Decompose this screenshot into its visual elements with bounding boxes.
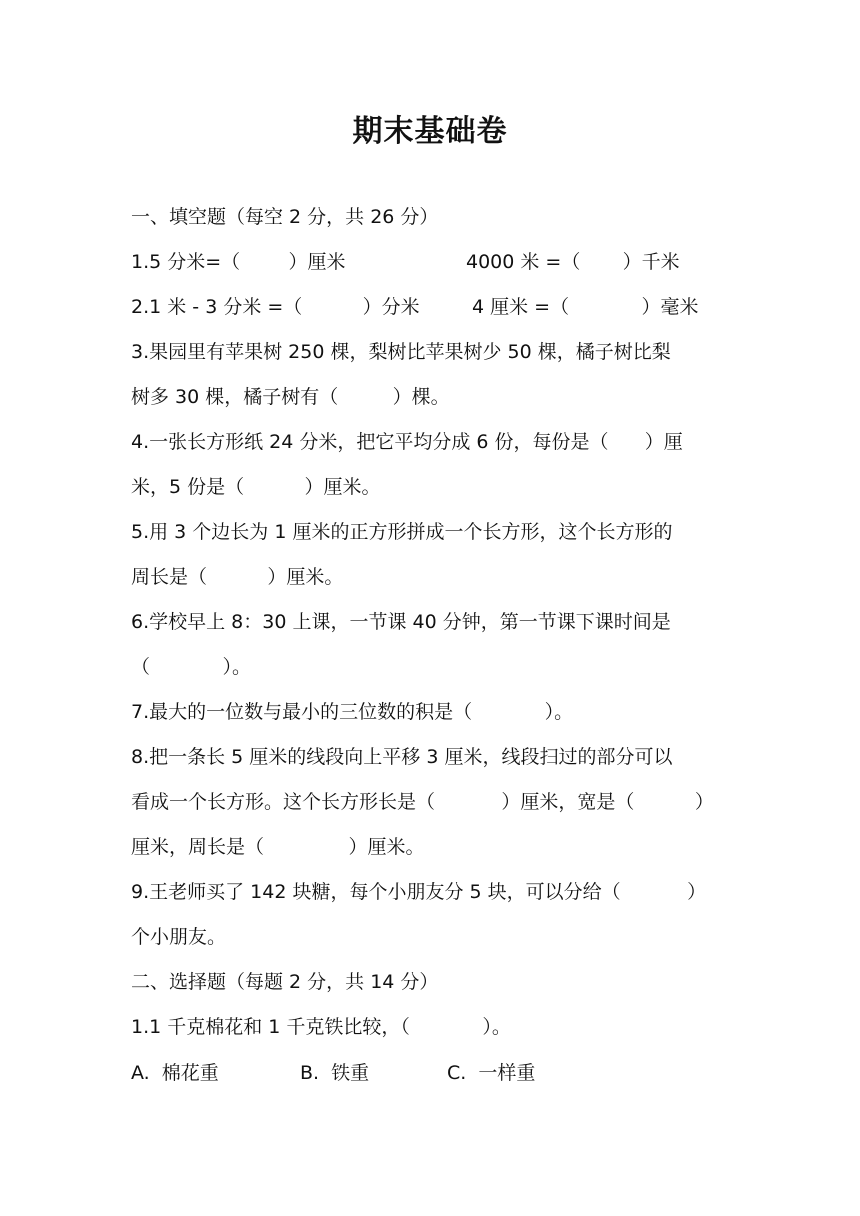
question-8-line-2: 看成一个长方形。这个长方形长是（ ）厘米，宽是（ ）: [131, 791, 714, 813]
question-6-line-1: 6.学校早上 8：30 上课，一节课 40 分钟，第一节课下课时间是: [131, 611, 671, 633]
page-title: 期末基础卷: [352, 114, 508, 149]
question-2a: 2.1 米 - 3 分米 =（ ）分米: [131, 296, 420, 318]
choice-question-1: 1.1 千克棉花和 1 千克铁比较，（ ）。: [131, 1016, 511, 1038]
question-2b: 4 厘米 =（ ）毫米: [472, 296, 699, 318]
section-heading-choice: 二、选择题（每题 2 分，共 14 分）: [131, 971, 439, 993]
question-9-line-1: 9.王老师买了 142 块糖，每个小朋友分 5 块，可以分给（ ）: [131, 881, 707, 903]
choice-option-c: C. 一样重: [447, 1062, 536, 1084]
question-9-line-2: 个小朋友。: [131, 926, 227, 948]
section-heading-fill-blank: 一、填空题（每空 2 分，共 26 分）: [131, 206, 439, 228]
question-1a: 1.5 分米=（ ）厘米: [131, 251, 346, 273]
question-5-line-1: 5.用 3 个边长为 1 厘米的正方形拼成一个长方形，这个长方形的: [131, 521, 673, 543]
question-1b: 4000 米 =（ ）千米: [466, 251, 680, 273]
choice-option-a: A. 棉花重: [131, 1062, 219, 1084]
question-3-line-2: 树多 30 棵，橘子树有（ ）棵。: [131, 386, 450, 408]
question-5-line-2: 周长是（ ）厘米。: [131, 566, 344, 588]
question-8-line-1: 8.把一条长 5 厘米的线段向上平移 3 厘米，线段扫过的部分可以: [131, 746, 673, 768]
question-8-line-3: 厘米，周长是（ ）厘米。: [131, 836, 425, 858]
choice-option-b: B. 铁重: [300, 1062, 370, 1084]
question-3-line-1: 3.果园里有苹果树 250 棵，梨树比苹果树少 50 棵，橘子树比梨: [131, 341, 671, 363]
question-6-line-2: （ ）。: [131, 656, 251, 678]
question-4-line-1: 4.一张长方形纸 24 分米，把它平均分成 6 份，每份是（ ）厘: [131, 431, 683, 453]
question-7: 7.最大的一位数与最小的三位数的积是（ ）。: [131, 701, 574, 723]
question-4-line-2: 米，5 份是（ ）厘米。: [131, 476, 381, 498]
